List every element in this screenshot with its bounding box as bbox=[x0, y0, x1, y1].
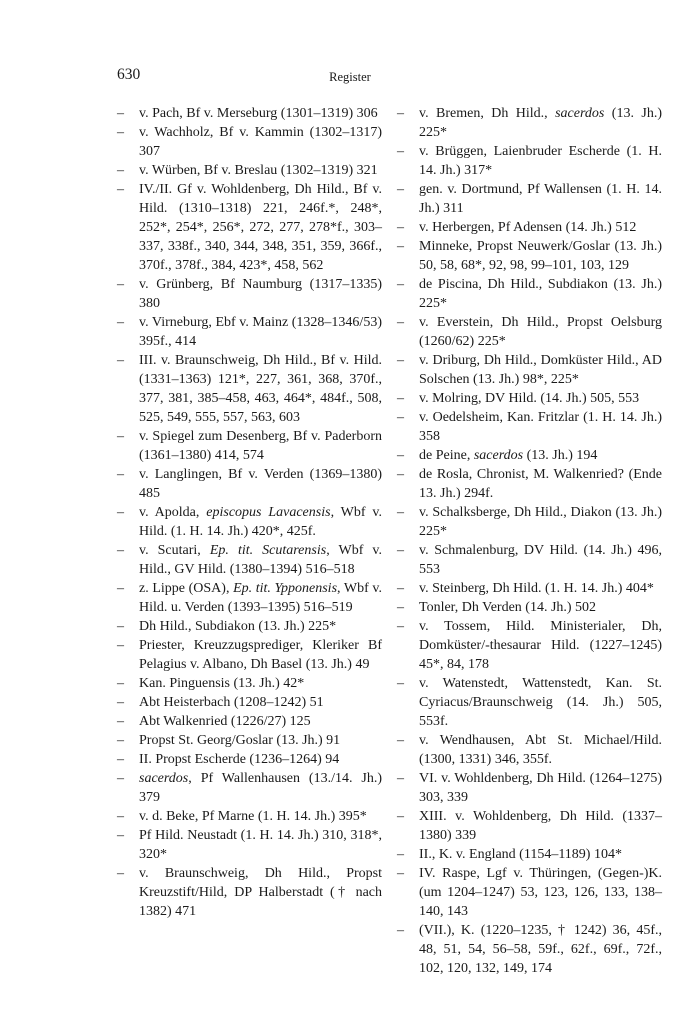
entry-dash: – bbox=[397, 581, 404, 596]
entry-text: v. Driburg, Dh Hild., Domküster Hild., AD Solschen (13. Jh.) 98*, 225* bbox=[419, 353, 662, 387]
index-entry bbox=[397, 351, 662, 389]
entry-dash: – bbox=[117, 277, 124, 292]
entry-dash: – bbox=[397, 391, 404, 406]
entry-dash: – bbox=[117, 695, 124, 710]
index-entry bbox=[117, 503, 382, 541]
index-entry bbox=[397, 446, 662, 465]
entry-text: v. Virneburg, Ebf v. Mainz (1328–1346/53) 395f., 414 bbox=[139, 315, 382, 349]
index-entry bbox=[117, 674, 382, 693]
index-entry bbox=[117, 693, 382, 712]
entry-dash: – bbox=[117, 163, 124, 178]
entry-dash: – bbox=[397, 543, 404, 558]
entry-dash: – bbox=[117, 638, 124, 653]
index-entry bbox=[117, 104, 382, 123]
entry-dash: – bbox=[117, 752, 124, 767]
index-entry bbox=[117, 864, 382, 921]
index-column-left bbox=[117, 104, 382, 921]
entry-italic-text: Ep. tit. Scutarensis bbox=[209, 543, 327, 558]
index-entry bbox=[397, 503, 662, 541]
entry-text: v. Langlingen, Bf v. Verden (1369–1380) 485 bbox=[139, 467, 382, 501]
index-entry bbox=[117, 275, 382, 313]
entry-dash: – bbox=[117, 429, 124, 444]
entry-text: v. Oedelsheim, Kan. Fritzlar (1. H. 14. Jh.) 358 bbox=[419, 410, 662, 444]
entry-dash: – bbox=[397, 144, 404, 159]
entry-text: v. Würben, Bf v. Breslau (1302–1319) 321 bbox=[139, 163, 378, 178]
entry-text: Abt Heisterbach (1208–1242) 51 bbox=[139, 695, 324, 710]
index-entry bbox=[397, 769, 662, 807]
index-entry bbox=[397, 104, 662, 142]
index-entry bbox=[397, 142, 662, 180]
index-entry bbox=[397, 465, 662, 503]
entry-text: de Peine, bbox=[419, 448, 474, 463]
entry-dash: – bbox=[397, 315, 404, 330]
index-entry bbox=[117, 161, 382, 180]
index-entry bbox=[397, 313, 662, 351]
index-entry bbox=[397, 408, 662, 446]
index-entry bbox=[397, 237, 662, 275]
index-entry bbox=[117, 180, 382, 275]
index-entry bbox=[397, 579, 662, 598]
index-entry bbox=[117, 351, 382, 427]
entry-italic-text: sacerdos bbox=[555, 106, 605, 121]
entry-text: v. Bremen, Dh Hild., bbox=[419, 106, 556, 121]
index-entry bbox=[117, 826, 382, 864]
index-entry bbox=[397, 845, 662, 864]
entry-dash: – bbox=[117, 619, 124, 634]
entry-text: de Piscina, Dh Hild., Subdiakon (13. Jh.) 225* bbox=[419, 277, 662, 311]
entry-text: Propst St. Georg/Goslar (13. Jh.) 91 bbox=[139, 733, 341, 748]
entry-text: v. Grünberg, Bf Naumburg (1317–1335) 380 bbox=[139, 277, 382, 311]
entry-text: v. Molring, DV Hild. (14. Jh.) 505, 553 bbox=[419, 391, 640, 406]
index-entry bbox=[117, 579, 382, 617]
entry-dash: – bbox=[397, 847, 404, 862]
entry-dash: – bbox=[397, 619, 404, 634]
entry-text: Priester, Kreuzzugsprediger, Kleriker Bf Pelagius v. Albano, Dh Basel (13. Jh.) 49 bbox=[139, 638, 382, 672]
entry-text: v. Tossem, Hild. Ministerialer, Dh, Domküster/-thesaurar Hild. (1227–1245) 45*, 84, 178 bbox=[419, 619, 662, 672]
entry-text: v. Apolda, bbox=[139, 505, 207, 520]
entry-text: v. Braunschweig, Dh Hild., Propst Kreuzstift/Hild, DP Halberstadt († nach 1382) 471 bbox=[139, 866, 382, 919]
index-entry bbox=[397, 598, 662, 617]
entry-text: v. Watenstedt, Wattenstedt, Kan. St. Cyriacus/Braunschweig (14. Jh.) 505, 553f. bbox=[419, 676, 662, 729]
index-entry bbox=[117, 807, 382, 826]
index-entry bbox=[117, 123, 382, 161]
entry-text: (13. Jh.) 194 bbox=[523, 448, 598, 463]
entry-text: Dh Hild., Subdiakon (13. Jh.) 225* bbox=[139, 619, 337, 634]
entry-dash: – bbox=[397, 771, 404, 786]
entry-dash: – bbox=[117, 771, 124, 786]
index-entry bbox=[397, 180, 662, 218]
entry-text: II. Propst Escherde (1236–1264) 94 bbox=[139, 752, 340, 767]
entry-dash: – bbox=[117, 467, 124, 482]
entry-dash: – bbox=[397, 220, 404, 235]
entry-italic-text: episcopus Lavacensis bbox=[206, 505, 331, 520]
entry-text: , Pf Wallenhausen (13./14. Jh.) 379 bbox=[139, 771, 382, 805]
entry-text: v. Everstein, Dh Hild., Propst Oelsburg (1260/62) 225* bbox=[419, 315, 662, 349]
entry-dash: – bbox=[117, 733, 124, 748]
entry-dash: – bbox=[117, 505, 124, 520]
entry-text: XIII. v. Wohldenberg, Dh Hild. (1337–1380) 339 bbox=[419, 809, 662, 843]
index-entry bbox=[117, 636, 382, 674]
entry-dash: – bbox=[117, 714, 124, 729]
index-entry bbox=[117, 731, 382, 750]
entry-italic-text: sacerdos bbox=[139, 771, 189, 786]
entry-text: v. Schmalenburg, DV Hild. (14. Jh.) 496, 553 bbox=[419, 543, 662, 577]
index-entry bbox=[117, 712, 382, 731]
index-entry bbox=[117, 427, 382, 465]
entry-text: v. Spiegel zum Desenberg, Bf v. Paderborn (1361–1380) 414, 574 bbox=[139, 429, 382, 463]
entry-text: IV. Raspe, Lgf v. Thüringen, (Gegen-)K. (um 1204–1247) 53, 123, 126, 133, 138–140, 143 bbox=[419, 866, 662, 919]
entry-dash: – bbox=[117, 125, 124, 140]
entry-text: (13. Jh.) 225* bbox=[419, 106, 662, 140]
entry-text: III. v. Braunschweig, Dh Hild., Bf v. Hild. (1331–1363) 121*, 227, 361, 368, 370f., 377, 381, 385–458, 463, 464*, 484f., 508, 525, 549, 555, 557, 563, 603 bbox=[139, 353, 382, 425]
entry-dash: – bbox=[397, 448, 404, 463]
entry-dash: – bbox=[397, 866, 404, 881]
entry-dash: – bbox=[117, 828, 124, 843]
entry-dash: – bbox=[397, 410, 404, 425]
entry-text: v. Pach, Bf v. Merseburg (1301–1319) 306 bbox=[139, 106, 378, 121]
entry-dash: – bbox=[117, 543, 124, 558]
entry-text: v. Scutari, bbox=[139, 543, 210, 558]
index-entry bbox=[117, 769, 382, 807]
entry-text: v. d. Beke, Pf Marne (1. H. 14. Jh.) 395* bbox=[139, 809, 367, 824]
entry-dash: – bbox=[397, 505, 404, 520]
index-entry bbox=[117, 313, 382, 351]
entry-text: (VII.), K. (1220–1235, † 1242) 36, 45f., 48, 51, 54, 56–58, 59f., 62f., 69f., 72f., 102, 120, 132, 149, 174 bbox=[419, 923, 662, 976]
index-entry bbox=[117, 617, 382, 636]
index-entry bbox=[397, 731, 662, 769]
entry-dash: – bbox=[397, 353, 404, 368]
entry-dash: – bbox=[397, 182, 404, 197]
entry-text: de Rosla, Chronist, M. Walkenried? (Ende 13. Jh.) 294f. bbox=[419, 467, 662, 501]
entry-text: v. Steinberg, Dh Hild. (1. H. 14. Jh.) 404* bbox=[419, 581, 654, 596]
entry-text: v. Brüggen, Laienbruder Escherde (1. H. 14. Jh.) 317* bbox=[419, 144, 662, 178]
entry-text: , Wbf v. Hild. u. Verden (1393–1395) 516–519 bbox=[139, 581, 382, 615]
index-column-right bbox=[397, 104, 662, 978]
entry-italic-text: Ep. tit. Ypponensis bbox=[233, 581, 338, 596]
index-entry bbox=[397, 674, 662, 731]
entry-text: VI. v. Wohldenberg, Dh Hild. (1264–1275) 303, 339 bbox=[419, 771, 662, 805]
entry-text: v. Wendhausen, Abt St. Michael/Hild. (1300, 1331) 346, 355f. bbox=[419, 733, 662, 767]
index-entry bbox=[397, 864, 662, 921]
entry-dash: – bbox=[397, 733, 404, 748]
entry-italic-text: sacerdos bbox=[473, 448, 524, 463]
entry-text: v. Schalksberge, Dh Hild., Diakon (13. Jh.) 225* bbox=[419, 505, 662, 539]
entry-text: gen. v. Dortmund, Pf Wallensen (1. H. 14. Jh.) 311 bbox=[419, 182, 662, 216]
entry-text: II., K. v. England (1154–1189) 104* bbox=[419, 847, 622, 862]
entry-dash: – bbox=[397, 106, 404, 121]
index-entry bbox=[397, 218, 662, 237]
entry-text: Kan. Pinguensis (13. Jh.) 42* bbox=[139, 676, 305, 691]
entry-dash: – bbox=[117, 581, 124, 596]
entry-dash: – bbox=[397, 239, 404, 254]
entry-dash: – bbox=[397, 676, 404, 691]
index-entry bbox=[397, 807, 662, 845]
index-entry bbox=[117, 750, 382, 769]
entry-dash: – bbox=[117, 809, 124, 824]
entry-dash: – bbox=[117, 353, 124, 368]
entry-dash: – bbox=[397, 277, 404, 292]
entry-dash: – bbox=[397, 809, 404, 824]
entry-dash: – bbox=[397, 923, 404, 938]
entry-text: Pf Hild. Neustadt (1. H. 14. Jh.) 310, 318*, 320* bbox=[139, 828, 382, 862]
entry-text: IV./II. Gf v. Wohldenberg, Dh Hild., Bf v. Hild. (1310–1318) 221, 246f.*, 248*, 252*, 254*, 256*, 272, 277, 278*f., 303–337, 338f., 340, 344, 348, 351, 359, 366f., 370f., 378f., 384, 423*, 458, 562 bbox=[139, 182, 382, 273]
entry-text: v. Herbergen, Pf Adensen (14. Jh.) 512 bbox=[419, 220, 637, 235]
running-head: Register bbox=[329, 70, 371, 84]
page-number: 630 bbox=[117, 66, 141, 83]
entry-text: Tonler, Dh Verden (14. Jh.) 502 bbox=[419, 600, 597, 615]
entry-dash: – bbox=[117, 182, 124, 197]
index-entry bbox=[397, 541, 662, 579]
entry-dash: – bbox=[397, 467, 404, 482]
index-entry bbox=[117, 465, 382, 503]
entry-dash: – bbox=[117, 315, 124, 330]
index-entry bbox=[397, 389, 662, 408]
entry-text: , Wbf v. Hild., GV Hild. (1380–1394) 516–518 bbox=[139, 543, 382, 577]
entry-text: , Wbf v. Hild. (1. H. 14. Jh.) 420*, 425f. bbox=[139, 505, 382, 539]
entry-dash: – bbox=[117, 106, 124, 121]
entry-dash: – bbox=[117, 866, 124, 881]
entry-text: z. Lippe (OSA), bbox=[139, 581, 234, 596]
entry-text: Minneke, Propst Neuwerk/Goslar (13. Jh.) 50, 58, 68*, 92, 98, 99–101, 103, 129 bbox=[419, 239, 662, 273]
entry-text: v. Wachholz, Bf v. Kammin (1302–1317) 307 bbox=[139, 125, 382, 159]
index-entry bbox=[397, 275, 662, 313]
index-entry bbox=[117, 541, 382, 579]
index-entry bbox=[397, 617, 662, 674]
entry-dash: – bbox=[397, 600, 404, 615]
entry-dash: – bbox=[117, 676, 124, 691]
entry-text: Abt Walkenried (1226/27) 125 bbox=[139, 714, 311, 729]
index-entry bbox=[397, 921, 662, 978]
